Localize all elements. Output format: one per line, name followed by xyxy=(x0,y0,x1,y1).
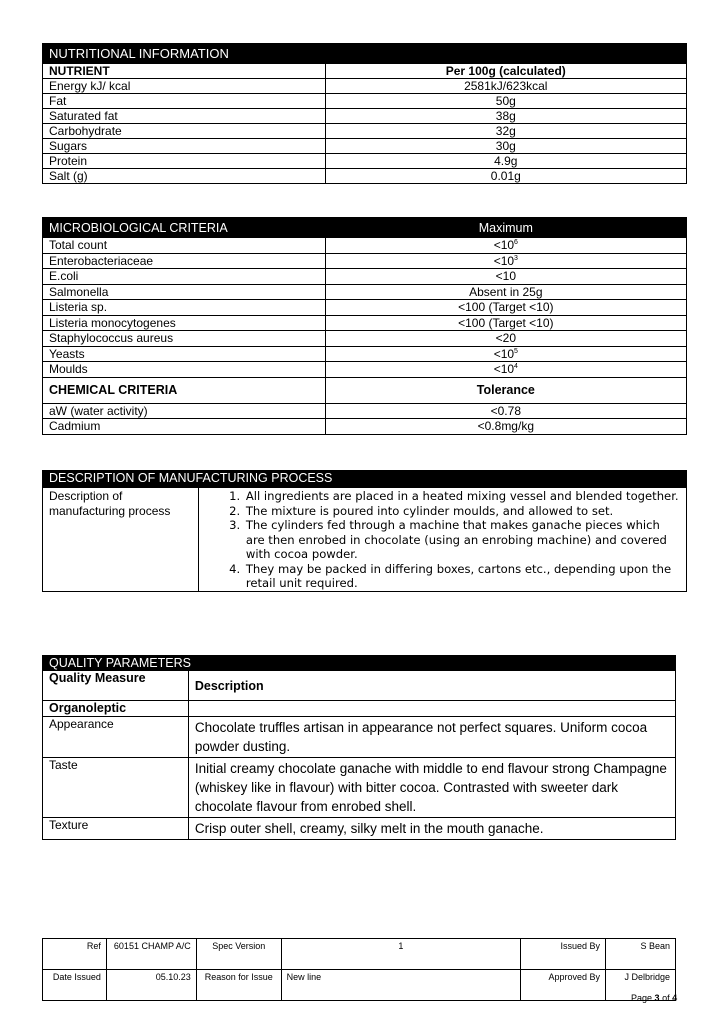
nutrition-title: NUTRITIONAL INFORMATION xyxy=(43,44,687,64)
micro-max-base: <100 (Target <10) xyxy=(458,300,554,315)
micro-name: Listeria sp. xyxy=(43,300,326,316)
nutrition-row xyxy=(43,154,687,169)
reason-label: Reason for Issue xyxy=(196,970,281,1001)
manufacturing-steps-cell xyxy=(198,488,686,592)
nutrient-name: Sugars xyxy=(43,139,326,154)
nutrition-row xyxy=(43,94,687,109)
micro-max-header: Maximum xyxy=(325,218,686,238)
micro-max xyxy=(325,346,686,362)
nutrient-value: 38g xyxy=(325,109,686,124)
micro-name: Staphylococcus aureus xyxy=(43,331,326,347)
quality-description: Crisp outer shell, creamy, silky melt in the mouth ganache. xyxy=(188,818,675,840)
chemical-row xyxy=(43,419,687,435)
manufacturing-table xyxy=(42,470,687,592)
quality-section-row xyxy=(43,701,676,717)
micro-max xyxy=(325,315,686,331)
nutrient-name: Fat xyxy=(43,94,326,109)
micro-max-base: <20 xyxy=(495,331,516,346)
chemical-name: aW (water activity) xyxy=(43,403,326,419)
micro-row xyxy=(43,238,687,254)
chemical-row xyxy=(43,403,687,419)
micro-max-base: <10 xyxy=(493,362,515,377)
micro-max-exponent: 6 xyxy=(514,239,518,247)
micro-max-base: <10 xyxy=(495,269,516,284)
page-total: 4 xyxy=(672,993,678,1003)
nutrition-table xyxy=(42,43,687,184)
micro-name: Yeasts xyxy=(43,346,326,362)
micro-name: Listeria monocytogenes xyxy=(43,315,326,331)
manufacturing-step: 4. They may be packed in differing boxes, cartons etc., depending upon the retail unit required. xyxy=(244,562,680,591)
micro-title: MICROBIOLOGICAL CRITERIA xyxy=(43,218,326,238)
micro-name: Moulds xyxy=(43,362,326,378)
manufacturing-steps xyxy=(199,489,680,591)
nutrient-col-header: NUTRIENT xyxy=(43,64,326,79)
manufacturing-title-row xyxy=(43,471,687,488)
micro-name: Enterobacteriaceae xyxy=(43,253,326,269)
quality-description: Chocolate truffles artisan in appearance not perfect squares. Uniform cocoa powder dusting. xyxy=(188,717,675,758)
issued-by-value: S Bean xyxy=(606,939,676,970)
quality-row xyxy=(43,818,676,840)
chemical-rows xyxy=(43,403,687,434)
manufacturing-step: 1. All ingredients are placed in a heated mixing vessel and blended together. xyxy=(244,489,680,504)
micro-max xyxy=(325,238,686,254)
micro-max-base: <10 xyxy=(493,238,515,253)
micro-row xyxy=(43,284,687,300)
date-issued-label: Date Issued xyxy=(43,970,107,1001)
micro-max-exponent: 3 xyxy=(514,254,518,262)
micro-max xyxy=(325,300,686,316)
manufacturing-step: 2. The mixture is poured into cylinder moulds, and allowed to set. xyxy=(244,504,680,519)
micro-row xyxy=(43,315,687,331)
nutrition-rows xyxy=(43,79,687,184)
nutrient-name: Salt (g) xyxy=(43,169,326,184)
nutrition-header-row xyxy=(43,64,687,79)
nutrient-name: Protein xyxy=(43,154,326,169)
nutrient-value: 4.9g xyxy=(325,154,686,169)
chemical-tolerance: <0.8mg/kg xyxy=(325,419,686,435)
quality-desc-header: Description xyxy=(188,671,675,701)
quality-row xyxy=(43,717,676,758)
nutrient-name: Saturated fat xyxy=(43,109,326,124)
micro-max-exponent: 4 xyxy=(514,363,518,371)
nutrition-row xyxy=(43,139,687,154)
spec-version-value: 1 xyxy=(281,939,520,970)
micro-max xyxy=(325,269,686,285)
micro-max-base: <100 (Target <10) xyxy=(458,315,554,330)
manufacturing-label: Description of manufacturing process xyxy=(43,488,199,592)
chemical-tolerance-header: Tolerance xyxy=(325,377,686,403)
micro-row xyxy=(43,346,687,362)
nutrition-row xyxy=(43,124,687,139)
micro-row xyxy=(43,300,687,316)
footer-table xyxy=(42,938,676,1001)
ref-label: Ref xyxy=(43,939,107,970)
nutrition-row xyxy=(43,169,687,184)
chemical-name: Cadmium xyxy=(43,419,326,435)
nutrient-value: 2581kJ/623kcal xyxy=(325,79,686,94)
page-current: 3 xyxy=(654,993,660,1003)
quality-description: Initial creamy chocolate ganache with middle to end flavour strong Champagne (whiskey like in flavour) with bitter cocoa. Contrasted with sweeter dark chocolate flavour from enrobed shell. xyxy=(188,758,675,818)
quality-row xyxy=(43,758,676,818)
date-issued-value: 05.10.23 xyxy=(106,970,196,1001)
chemical-title: CHEMICAL CRITERIA xyxy=(43,377,326,403)
micro-name: Total count xyxy=(43,238,326,254)
nutrient-name: Energy kJ/ kcal xyxy=(43,79,326,94)
quality-section-label: Organoleptic xyxy=(43,701,189,717)
micro-header-row xyxy=(43,218,687,238)
page-prefix: Page xyxy=(631,993,653,1003)
micro-name: Salmonella xyxy=(43,284,326,300)
reason-value: New line xyxy=(281,970,520,1001)
quality-measure: Taste xyxy=(43,758,189,818)
nutrition-row xyxy=(43,79,687,94)
manufacturing-row xyxy=(43,488,687,592)
nutrition-title-row xyxy=(43,44,687,64)
issued-by-label: Issued By xyxy=(521,939,606,970)
micro-row xyxy=(43,253,687,269)
micro-max xyxy=(325,331,686,347)
quality-title-row xyxy=(43,656,676,671)
quality-measure: Texture xyxy=(43,818,189,840)
quality-section-blank xyxy=(188,701,675,717)
micro-max-base: <10 xyxy=(493,346,515,361)
page-of: of xyxy=(662,993,670,1003)
nutrient-value: 32g xyxy=(325,124,686,139)
manufacturing-step: 3. The cylinders fed through a machine that makes ganache pieces which are then enrobed in chocolate (using an enrobing machine) and covered with cocoa powder. xyxy=(244,518,680,562)
approved-by-label: Approved By xyxy=(521,970,606,1001)
manufacturing-title: DESCRIPTION OF MANUFACTURING PROCESS xyxy=(43,471,687,488)
page-number xyxy=(631,993,677,1003)
micro-row xyxy=(43,331,687,347)
quality-table xyxy=(42,655,676,840)
chemical-tolerance: <0.78 xyxy=(325,403,686,419)
quality-title: QUALITY PARAMETERS xyxy=(43,656,676,671)
spec-version-label: Spec Version xyxy=(196,939,281,970)
micro-max xyxy=(325,284,686,300)
micro-max xyxy=(325,362,686,378)
nutrient-name: Carbohydrate xyxy=(43,124,326,139)
nutrient-value: 30g xyxy=(325,139,686,154)
micro-rows xyxy=(43,238,687,378)
nutrient-value: 0.01g xyxy=(325,169,686,184)
footer-row-1 xyxy=(43,939,676,970)
microbiological-table xyxy=(42,217,687,435)
nutrition-row xyxy=(43,109,687,124)
quality-rows xyxy=(43,717,676,840)
micro-max xyxy=(325,253,686,269)
micro-max-base: Absent in 25g xyxy=(469,284,543,299)
per100-col-header: Per 100g (calculated) xyxy=(325,64,686,79)
quality-header-row xyxy=(43,671,676,701)
quality-measure: Appearance xyxy=(43,717,189,758)
micro-name: E.coli xyxy=(43,269,326,285)
nutrient-value: 50g xyxy=(325,94,686,109)
micro-row xyxy=(43,362,687,378)
quality-measure-header: Quality Measure xyxy=(43,671,189,701)
ref-value: 60151 CHAMP A/C xyxy=(106,939,196,970)
footer-row-2 xyxy=(43,970,676,1001)
approved-by-value: J Delbridge xyxy=(606,970,676,1001)
micro-max-base: <10 xyxy=(493,253,515,268)
chemical-header-row xyxy=(43,377,687,403)
micro-max-exponent: 5 xyxy=(514,347,518,355)
micro-row xyxy=(43,269,687,285)
